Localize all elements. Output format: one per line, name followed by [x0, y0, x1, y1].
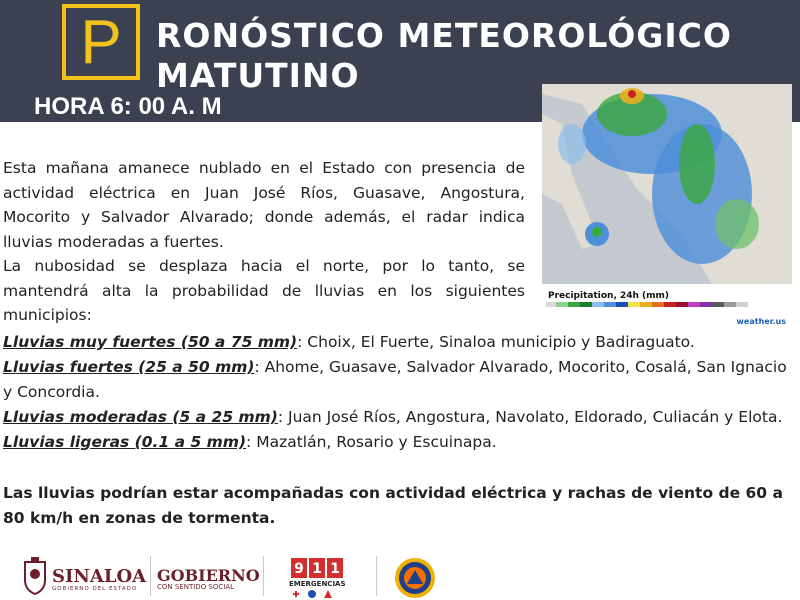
rain-category: Lluvias ligeras (0.1 a 5 mm): [3, 433, 247, 451]
rain-category: Lluvias moderadas (5 a 25 mm): [3, 408, 278, 426]
rain-places: : Choix, El Fuerte, Sinaloa municipio y Badiraguato.: [297, 333, 695, 351]
forecast-paragraph-1: Esta mañana amanece nublado en el Estado con presencia de actividad eléctrica en Juan José Ríos, Guasave, Angostura, Mocorito y Salvador Alvarado; donde además, el radar indica lluvias moderadas a fuertes.: [3, 159, 525, 251]
svg-text:1: 1: [312, 561, 322, 577]
rain-category: Lluvias muy fuertes (50 a 75 mm): [3, 333, 298, 351]
sinaloa-subtitle: GOBIERNO DEL ESTADO: [52, 586, 138, 592]
precipitation-map: [542, 84, 792, 329]
civil-protection-icon: [393, 556, 437, 600]
sinaloa-wordmark: SINALOA: [52, 566, 147, 587]
map-brand: weather.us: [736, 317, 786, 326]
page-title-line2: MATUTINO: [156, 56, 360, 95]
map-legend-title: Precipitation, 24h (mm): [548, 291, 670, 301]
footer-divider: [263, 556, 264, 596]
emergency-icons: [292, 589, 342, 599]
logo-letter: P: [80, 8, 122, 77]
rain-places: : Juan José Ríos, Angostura, Navolato, Eldorado, Culiacán y Elota.: [277, 408, 783, 426]
rain-item: [3, 355, 791, 405]
gobierno-wordmark: GOBIERNO: [157, 566, 260, 585]
rain-places: : Mazatlán, Rosario y Escuinapa.: [246, 433, 497, 451]
svg-text:9: 9: [294, 561, 304, 577]
emergency-subtitle: EMERGENCIAS: [289, 580, 346, 588]
forecast-body: [3, 156, 525, 328]
logo-box: [62, 4, 140, 80]
state-shield-icon: [22, 556, 48, 596]
svg-text:1: 1: [330, 561, 340, 577]
rain-item: [3, 405, 791, 430]
closing-note: Las lluvias podrían estar acompañadas con actividad eléctrica y rachas de viento de 60 a 80 km/h en zonas de tormenta.: [3, 484, 783, 527]
emergency-911-logo: [291, 558, 343, 578]
forecast-paragraph-2: La nubosidad se desplaza hacia el norte, por lo tanto, se mantendrá alta la probabilidad de lluvias en los siguientes municipios:: [3, 257, 525, 324]
page-title-line1: RONÓSTICO METEOROLÓGICO: [156, 16, 732, 55]
footer-divider: [150, 556, 151, 596]
rain-item: [3, 430, 791, 455]
footer-divider: [376, 556, 377, 596]
rain-item: [3, 330, 791, 355]
rain-places: : Ahome, Guasave, Salvador Alvarado, Mocorito, Cosalá, San Ignacio y Concordia.: [3, 358, 787, 401]
forecast-time: HORA 6: 00 A. M: [34, 93, 222, 120]
gobierno-subtitle: CON SENTIDO SOCIAL: [157, 583, 235, 591]
rain-list: [3, 330, 791, 455]
rain-category: Lluvias fuertes (25 a 50 mm): [3, 358, 255, 376]
